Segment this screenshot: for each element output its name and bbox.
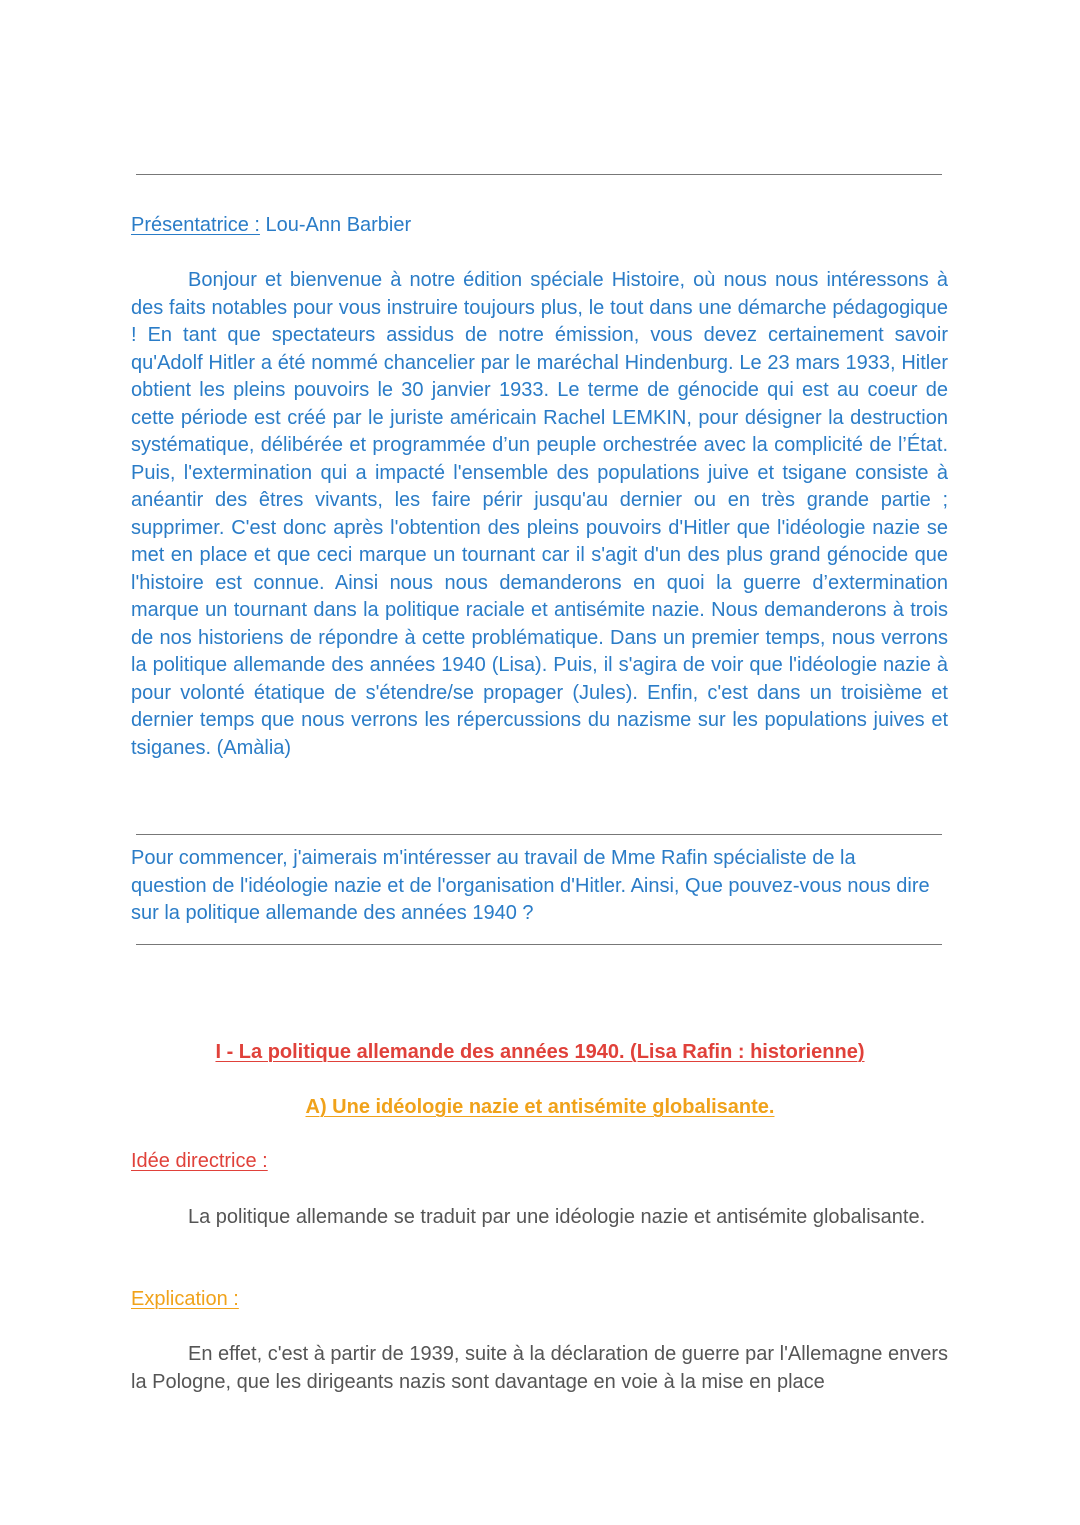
presenter-line <box>131 212 948 240</box>
guiding-idea-text: La politique allemande se traduit par une idéologie nazie et antisémite globalisante. <box>188 1206 926 1228</box>
subsection-title-heading <box>0 1093 1080 1121</box>
horizontal-rule-question-top <box>136 834 942 835</box>
explanation-text: En effet, c'est à partir de 1939, suite à la déclaration de guerre par l'Allemagne envers la Pologne, que les dirigeants nazis sont davantage en voie à la mise en place <box>131 1343 948 1393</box>
section-title: I - La politique allemande des années 1940. (Lisa Rafin : historienne) <box>215 1041 865 1063</box>
question-paragraph: Pour commencer, j'aimerais m'intéresser au travail de Mme Rafin spécialiste de la question de l'idéologie nazie et de l'organisation d'Hitler. Ainsi, Que pouvez-vous nous dire sur la politique allemande des années 1940 ? <box>131 847 930 924</box>
intro-paragraph: Bonjour et bienvenue à notre édition spéciale Histoire, où nous nous intéressons à des faits notables pour vous instruire toujours plus, le tout dans une démarche pédagogique ! En tant que spectateurs assidus de notre émission, vous devez certainement savoir qu'Adolf Hitler a été nommé chancelier par le maréchal Hindenburg. Le 23 mars 1933, Hitler obtient les pleins pouvoirs le 30 janvier 1933. Le terme de génocide qui est au coeur de cette période est créé par le juriste américain Rachel LEMKIN, pour désigner la destruction systématique, délibérée et programmée d’un peuple orchestrée avec la complicité de l’État. Puis, l'extermination qui a impacté l'ensemble des populations juive et tsigane consiste à anéantir des êtres vivants, les faire périr jusqu'au dernier ou en très grande partie ; supprimer. C'est donc après l'obtention des pleins pouvoirs d'Hitler que l'idéologie nazie se met en place et que ceci marque un tournant car il s'agit d'un des plus grand génocide que l'histoire est connue. Ainsi nous nous demanderons en quoi la guerre d’extermination marque un tournant dans la politique raciale et antisémite nazie. Nous demanderons à trois de nos historiens de répondre à cette problématique. Dans un premier temps, nous verrons la politique allemande des années 1940 (Lisa). Puis, il s'agira de voir que l'idéologie nazie à pour volonté étatique de s'étendre/se propager (Jules). Enfin, c'est dans un troisième et dernier temps que nous verrons les répercussions du nazisme sur les populations juives et tsiganes. (Amàlia) <box>131 269 948 759</box>
guiding-idea-heading <box>131 1148 948 1176</box>
guiding-idea-label: Idée directrice : <box>131 1150 268 1172</box>
explanation-heading <box>131 1286 948 1314</box>
presenter-label: Présentatrice : <box>131 214 260 236</box>
subsection-title: A) Une idéologie nazie et antisémite globalisante. <box>305 1096 775 1118</box>
explanation-label: Explication : <box>131 1288 239 1310</box>
horizontal-rule-question-bottom <box>136 944 942 945</box>
presenter-name: Lou-Ann Barbier <box>265 214 412 236</box>
section-title-heading <box>0 1038 1080 1066</box>
horizontal-rule-top <box>136 174 942 175</box>
